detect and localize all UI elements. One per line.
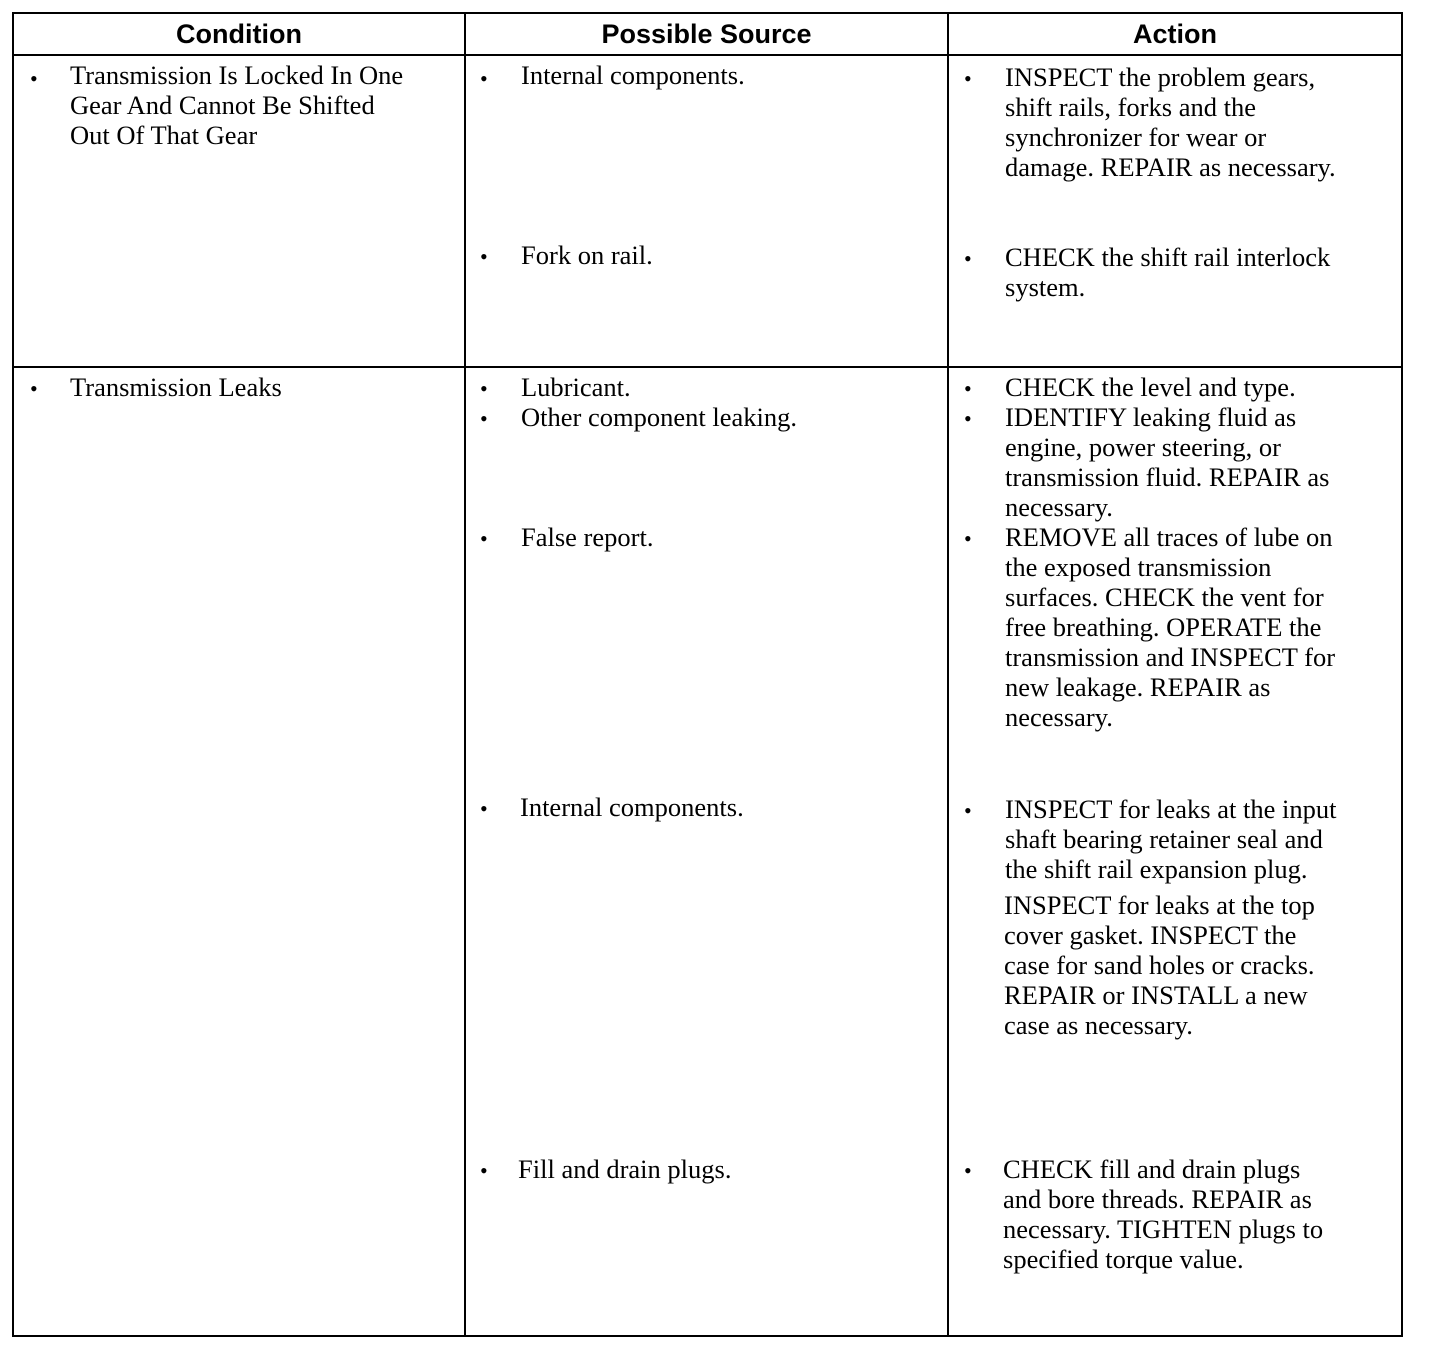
header-possible-source: Possible Source: [601, 18, 812, 49]
bullet-icon: •: [964, 406, 972, 431]
bullet-icon: •: [30, 376, 38, 401]
troubleshooting-table: [12, 12, 1403, 1337]
header-action: Action: [1133, 18, 1217, 49]
source-text: False report.: [521, 522, 654, 552]
bullet-icon: •: [964, 1158, 972, 1183]
action-text: CHECK the shift rail interlock system.: [1005, 242, 1331, 302]
bullet-icon: •: [964, 376, 972, 401]
bullet-icon: •: [480, 406, 488, 431]
source-text: Fork on rail.: [521, 240, 653, 270]
header-condition: Condition: [176, 18, 302, 49]
bullet-icon: •: [964, 526, 972, 551]
action-text: INSPECT the problem gears, shift rails, forks and the synchronizer for wear or damage. REPAIR as necessary.: [1005, 62, 1336, 182]
condition-text: Transmission Is Locked In One Gear And Cannot Be Shifted Out Of That Gear: [70, 60, 404, 150]
row-divider: [14, 366, 1401, 368]
header-divider: [14, 54, 1401, 56]
source-text: Fill and drain plugs.: [518, 1154, 732, 1184]
condition-text: Transmission Leaks: [70, 372, 282, 402]
action-text: CHECK fill and drain plugs and bore threads. REPAIR as necessary. TIGHTEN plugs to specified torque value.: [1003, 1154, 1324, 1274]
column-divider-2: [947, 14, 949, 1335]
source-text: Internal components.: [520, 792, 744, 822]
action-text: CHECK the level and type.: [1005, 372, 1296, 402]
bullet-icon: •: [480, 526, 488, 551]
bullet-icon: •: [964, 246, 972, 271]
source-text: Other component leaking.: [521, 402, 797, 432]
bullet-icon: •: [480, 376, 488, 401]
action-text: IDENTIFY leaking fluid as engine, power steering, or transmission fluid. REPAIR as necessary.: [1005, 402, 1330, 522]
column-divider-1: [464, 14, 466, 1335]
bullet-icon: •: [480, 796, 488, 821]
source-text: Internal components.: [521, 60, 745, 90]
bullet-icon: •: [480, 1158, 488, 1183]
action-text: REMOVE all traces of lube on the exposed transmission surfaces. CHECK the vent for free breathing. OPERATE the transmission and INSPECT for new leakage. REPAIR as necessary.: [1005, 522, 1336, 732]
action-text-continued: INSPECT for leaks at the top cover gasket. INSPECT the case for sand holes or cracks. REPAIR or INSTALL a new case as necessary.: [1004, 890, 1315, 1040]
bullet-icon: •: [964, 66, 972, 91]
bullet-icon: •: [30, 66, 38, 91]
bullet-icon: •: [964, 798, 972, 823]
source-text: Lubricant.: [521, 372, 631, 402]
action-text: INSPECT for leaks at the input shaft bearing retainer seal and the shift rail expansion plug.: [1005, 794, 1337, 884]
bullet-icon: •: [480, 66, 488, 91]
bullet-icon: •: [480, 244, 488, 269]
